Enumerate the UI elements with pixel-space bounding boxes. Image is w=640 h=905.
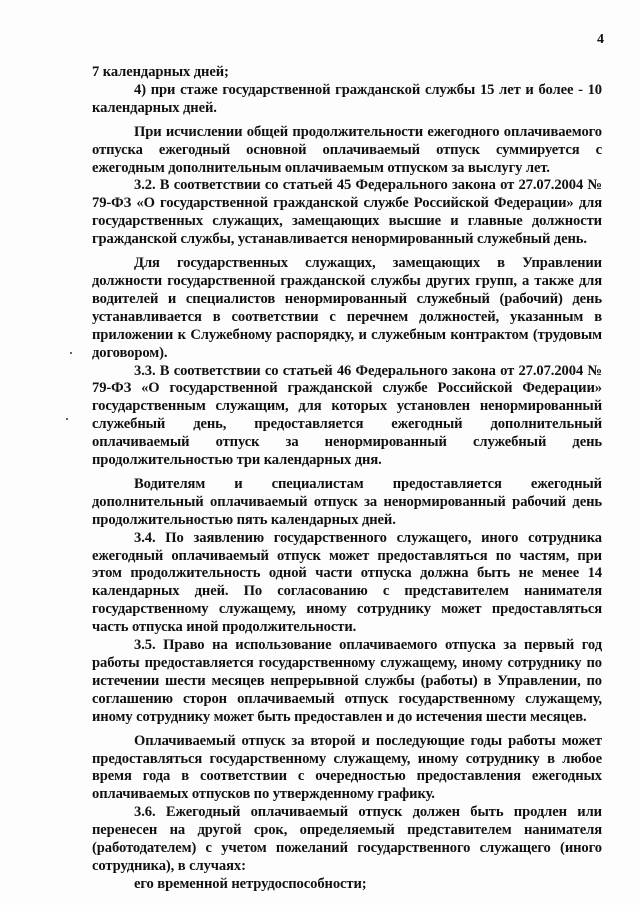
paragraph: 3.3. В соответствии со статьей 46 Федерального закона от 27.07.2004 № 79-ФЗ «О государственной гражданской службе Российской Федерации» государственным служащим, для которых установлен ненормированный служебный день, предоставляется ежегодный дополнительный оплачиваемый отпуск за ненормированный служебный день продолжительностью три календарных дня. (92, 362, 602, 469)
paragraph: 3.6. Ежегодный оплачиваемый отпуск должен быть продлен или перенесен на другой срок, определяемый представителем нанимателя (работодателем) с учетом пожеланий государственного служащего (иного сотрудника), в случаях: (92, 804, 602, 874)
paragraph: 3.2. В соответствии со статьей 45 Федерального закона от 27.07.2004 № 79-ФЗ «О государственной гражданской службе Российской Федерации» для государственных служащих, замещающих высшие и главные должности гражданской службы, устанавливается ненормированный служебный день. (92, 177, 602, 248)
scan-speck (70, 352, 72, 354)
document-body (92, 64, 602, 894)
paragraph: 7 календарных дней; (92, 64, 229, 80)
paragraph: 4) при стаже государственной гражданской службы 15 лет и более - 10 календарных дней. (92, 81, 602, 116)
paragraph: 3.5. Право на использование оплачиваемого отпуска за первый год работы предоставляется государственному служащему, иному сотруднику по истечении шести месяцев непрерывной службы (работы) в Управлении, по соглашению сторон оплачиваемый отпуск государственному служащему, иному сотруднику может быть предоставлен и до истечения шести месяцев. (92, 637, 602, 725)
paragraph: Для государственных служащих, замещающих в Управлении должности государственной гражданской службы других групп, а также для водителей и специалистов ненормированный служебный (рабочий) день устанавливается в соответствии с перечнем должностей, указанным в приложении к Служебному распорядку, и служебным контрактом (трудовым договором). (92, 255, 602, 361)
paragraph: Оплачиваемый отпуск за второй и последующие годы работы может предоставляться государственному служащему, иному сотруднику в любое время года в соответствии с очередностью предоставления ежегодных оплачиваемых отпусков по утвержденному графику. (92, 732, 602, 803)
page-number: 4 (597, 32, 604, 47)
paragraph: 3.4. По заявлению государственного служащего, иного сотрудника ежегодный оплачиваемый отпуск может предоставляться по частям, при этом продолжительность одной части отпуска должна быть не менее 14 календарных дней. По согласованию с представителем нанимателя государственному служащему, иному сотруднику может предоставляться часть отпуска иной продолжительности. (92, 529, 602, 636)
paragraph: При исчислении общей продолжительности ежегодного оплачиваемого отпуска ежегодный основной оплачиваемый отпуск суммируется с ежегодным дополнительным оплачиваемым отпуском за выслугу лет. (92, 123, 602, 176)
scan-speck (66, 418, 68, 420)
paragraph: Водителям и специалистам предоставляется ежегодный дополнительный оплачиваемый отпуск за ненормированный рабочий день продолжительностью пять календарных дней. (92, 475, 602, 528)
paragraph: его временной нетрудоспособности; (134, 875, 367, 892)
